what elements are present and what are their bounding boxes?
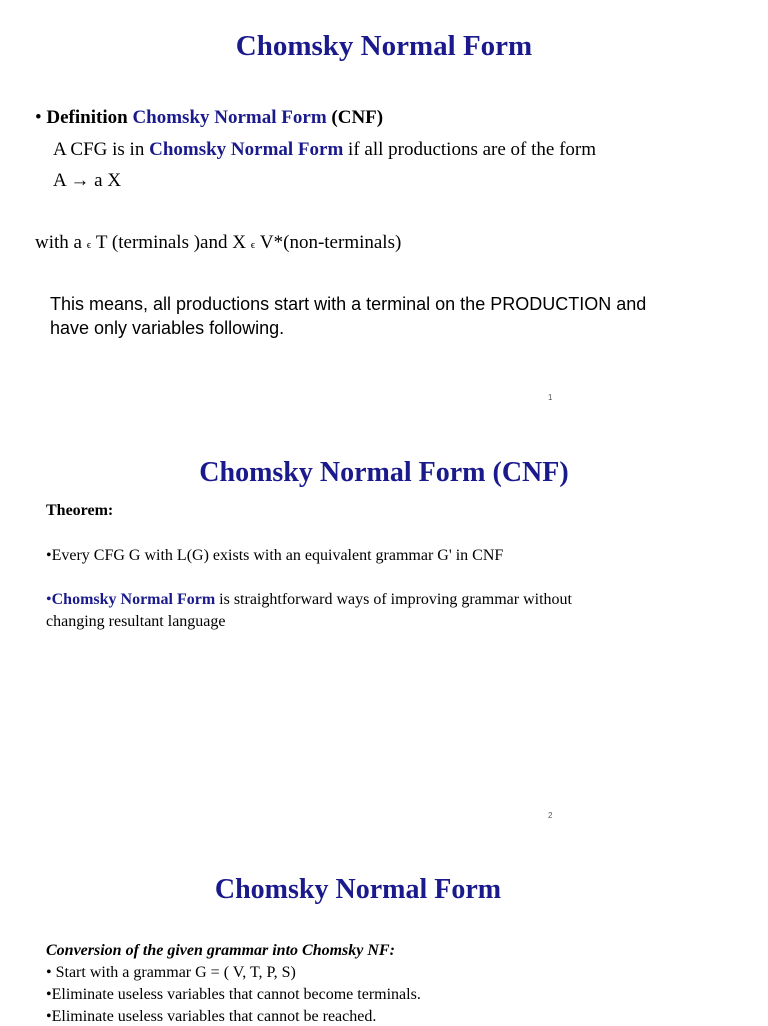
means-line-1: This means, all productions start with a terminal on the PRODUCTION and	[50, 294, 647, 314]
means-line-2: have only variables following.	[50, 318, 285, 338]
with-c: V*(non-terminals)	[259, 232, 402, 253]
element-of-symbol: ϵ	[250, 239, 256, 251]
list-item: •Eliminate useless variables that cannot become terminals.	[46, 986, 421, 1003]
slide-2-title: Chomsky Normal Form (CNF)	[199, 457, 569, 488]
definition-abbr: (CNF)	[331, 107, 384, 128]
theorem-line: •Every CFG G with L(G) exists with an equivalent grammar G' in CNF	[46, 547, 504, 564]
cfg-text-b: if all productions are of the form	[348, 139, 597, 160]
cnf-improvement-text: is straightforward ways of improving grammar without	[219, 591, 572, 608]
page-number: 2	[548, 811, 553, 820]
bullet: •	[46, 591, 52, 608]
conversion-heading: Conversion of the given grammar into Chomsky NF:	[46, 942, 395, 959]
slide-1-title: Chomsky Normal Form	[235, 30, 533, 62]
list-item: • Start with a grammar G = ( V, T, P, S)	[46, 964, 296, 981]
page-number: 1	[548, 393, 553, 402]
cfg-text-a: A CFG is in	[53, 139, 145, 160]
bullet: •	[35, 107, 42, 128]
production-form: A → a X	[53, 170, 122, 191]
with-b: T (terminals )and X	[95, 232, 246, 253]
cnf-term: Chomsky Normal Form	[51, 591, 216, 608]
theorem-label: Theorem:	[46, 502, 114, 519]
list-item: •Eliminate useless variables that cannot be reached.	[46, 1008, 377, 1025]
cfg-term: Chomsky Normal Form	[149, 139, 344, 160]
definition-label: Definition	[46, 107, 128, 128]
element-of-symbol: ϵ	[86, 239, 92, 251]
cnf-improvement-line-2: changing resultant language	[46, 613, 226, 630]
slide-3-title: Chomsky Normal Form	[214, 874, 502, 905]
definition-term: Chomsky Normal Form	[132, 107, 327, 128]
with-a: with a	[35, 232, 82, 253]
